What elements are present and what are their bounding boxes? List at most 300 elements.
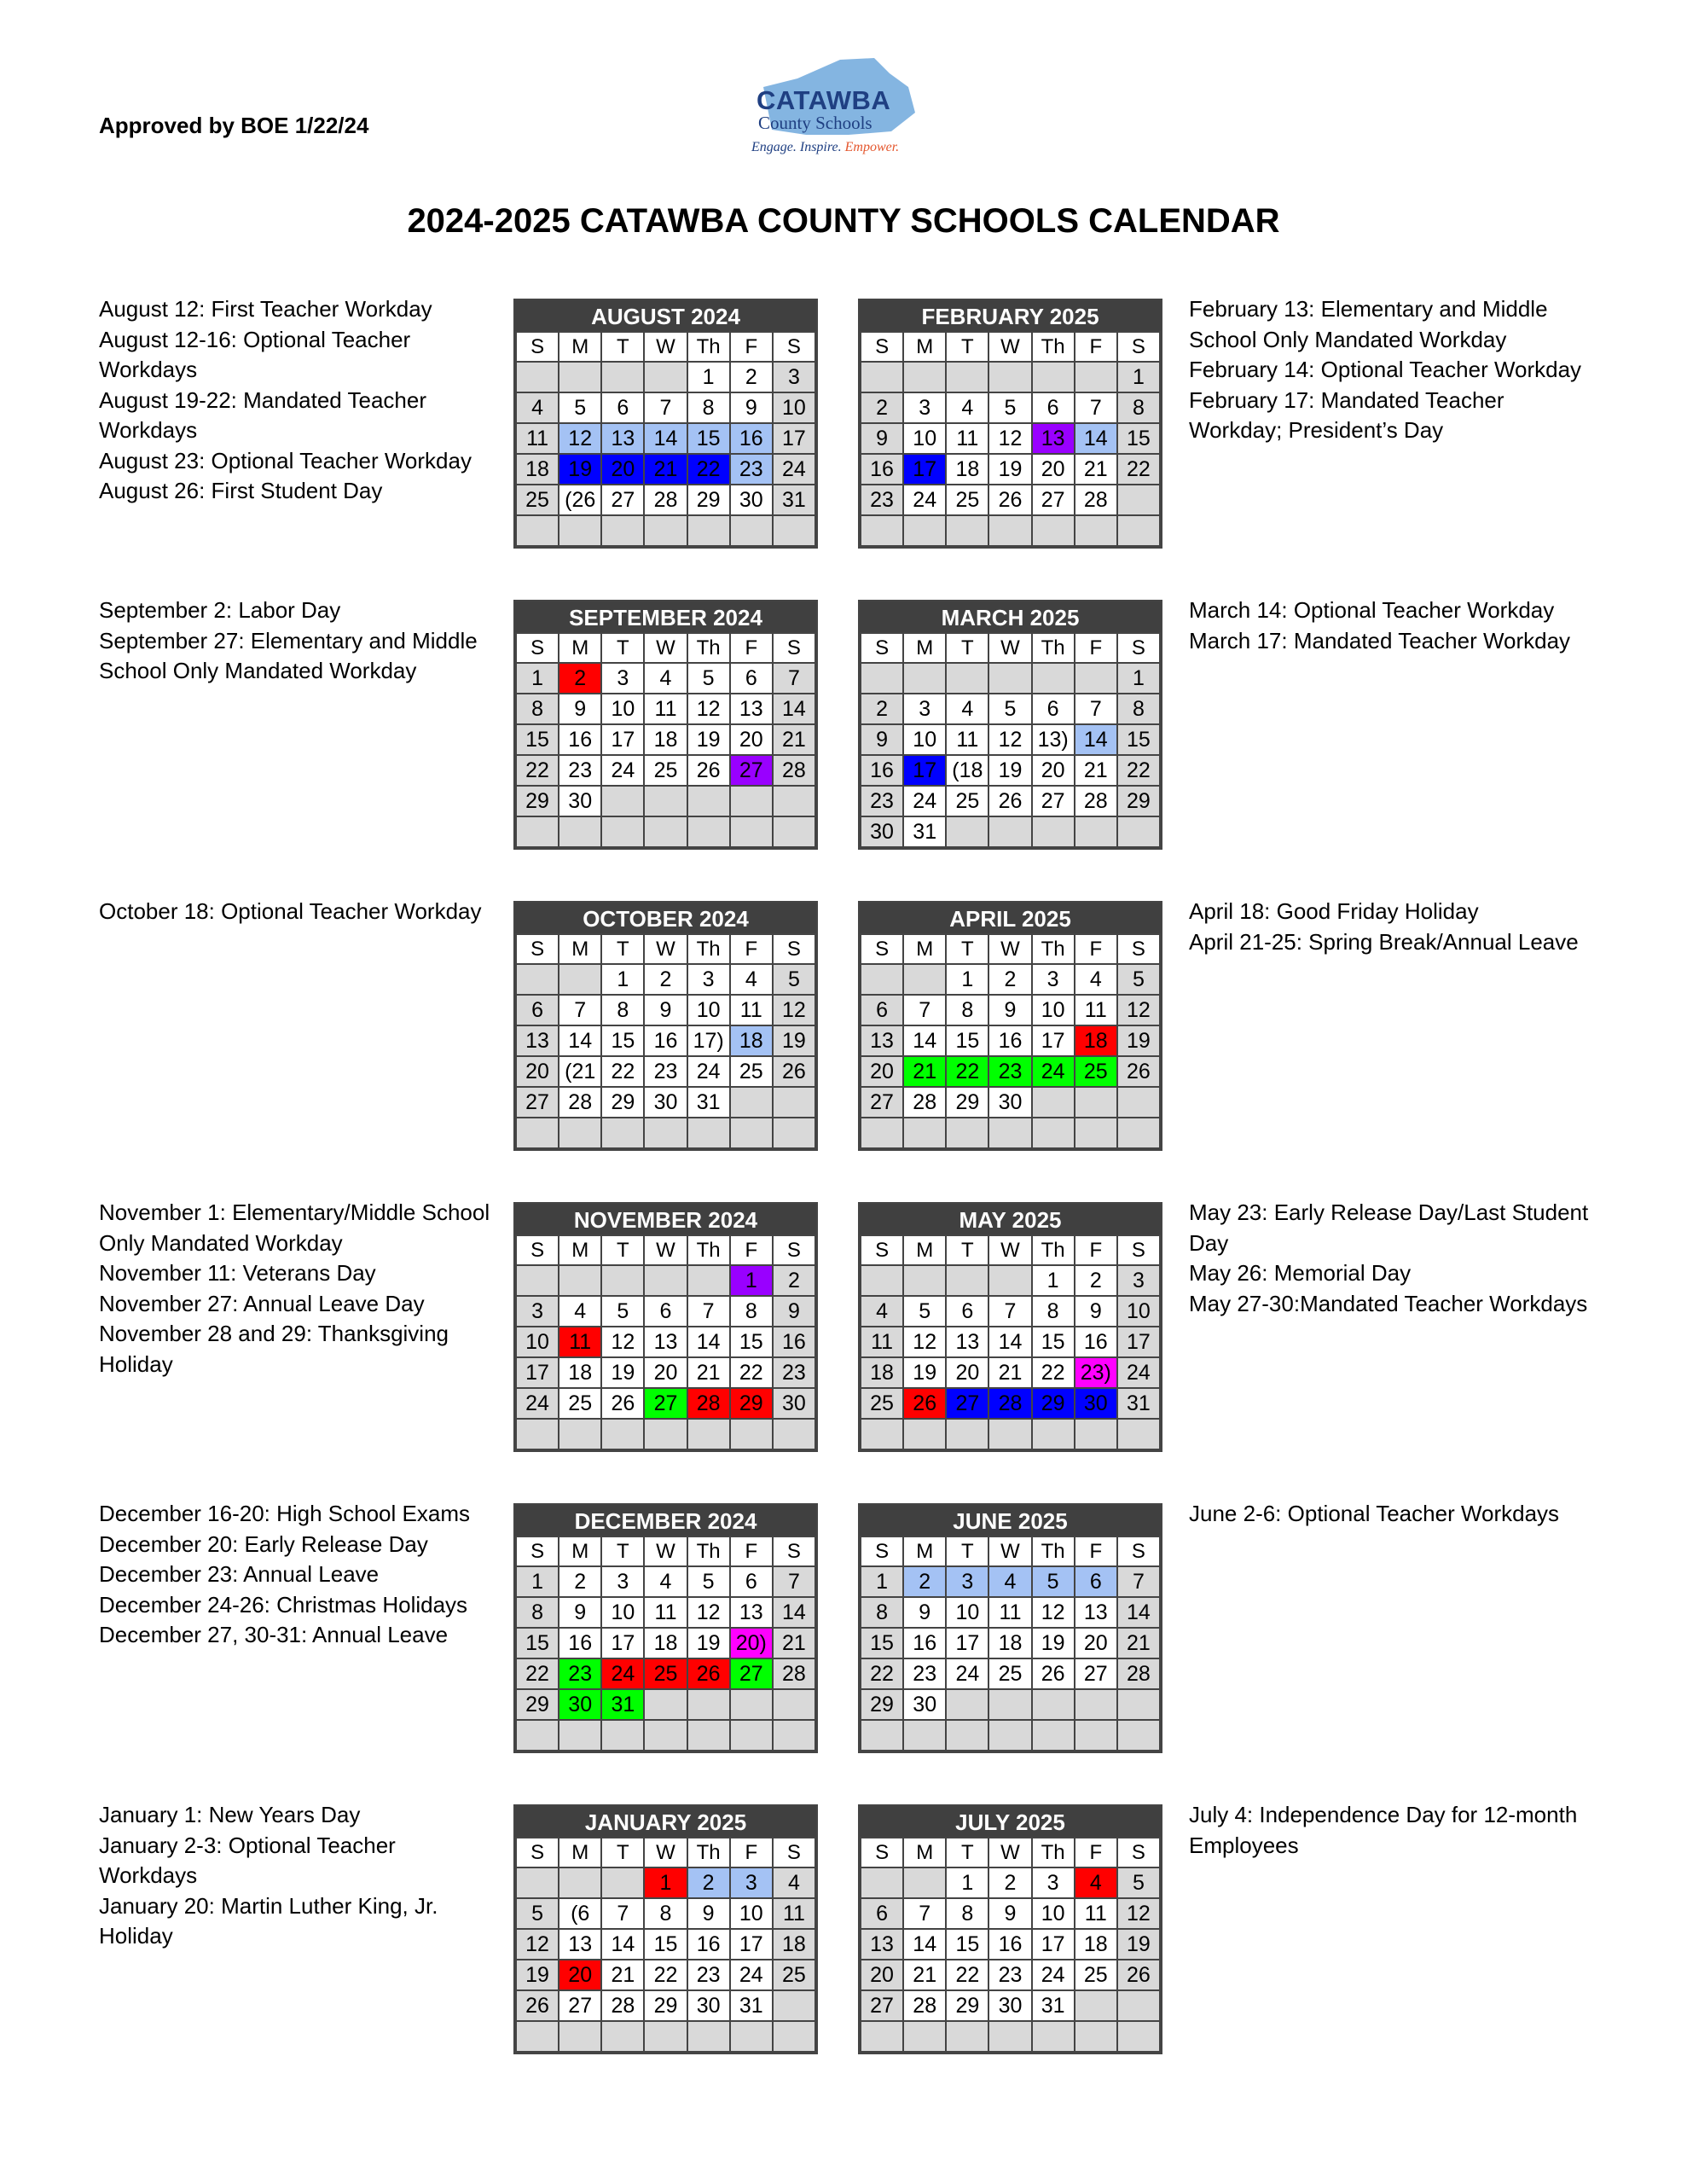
day-cell: 19 bbox=[1117, 1025, 1160, 1056]
day-cell: 17 bbox=[1032, 1025, 1075, 1056]
note-line: August 12-16: Optional Teacher Workdays bbox=[99, 326, 411, 382]
day-cell bbox=[988, 1689, 1031, 1720]
month-title: OCTOBER 2024 bbox=[515, 903, 816, 933]
day-cell bbox=[516, 515, 559, 546]
day-of-week-header: Th bbox=[1032, 1838, 1075, 1867]
day-cell bbox=[644, 816, 687, 847]
day-cell bbox=[903, 964, 946, 995]
day-cell: 6 bbox=[516, 995, 559, 1025]
day-cell bbox=[988, 1118, 1031, 1148]
day-cell: 27 bbox=[516, 1087, 559, 1118]
day-cell: 1 bbox=[946, 964, 988, 995]
day-cell: 9 bbox=[730, 392, 773, 423]
day-cell: 15 bbox=[730, 1327, 773, 1357]
day-cell: 17 bbox=[516, 1357, 559, 1388]
day-cell: 15 bbox=[861, 1628, 903, 1658]
day-cell bbox=[1117, 2021, 1160, 2052]
day-of-week-header: W bbox=[988, 1235, 1031, 1265]
day-cell: 27 bbox=[861, 1990, 903, 2021]
day-cell bbox=[730, 786, 773, 816]
note-line: February 14: Optional Teacher Workday bbox=[1189, 357, 1582, 382]
day-cell: 9 bbox=[1075, 1296, 1117, 1327]
day-cell bbox=[988, 816, 1031, 847]
day-cell: 16 bbox=[773, 1327, 815, 1357]
day-cell: 1 bbox=[1117, 362, 1160, 392]
day-cell: 29 bbox=[730, 1388, 773, 1419]
day-cell: 14 bbox=[1075, 724, 1117, 755]
day-cell: 18 bbox=[988, 1628, 1031, 1658]
note-line: December 24-26: Christmas Holidays bbox=[99, 1591, 468, 1618]
day-cell: 15 bbox=[1032, 1327, 1075, 1357]
notes-october-2024 bbox=[99, 897, 500, 927]
month-table bbox=[860, 632, 1161, 848]
catawba-logo bbox=[746, 53, 930, 164]
day-cell: 27 bbox=[730, 755, 773, 786]
day-cell: 27 bbox=[1032, 786, 1075, 816]
day-of-week-header: S bbox=[773, 1838, 815, 1867]
day-cell bbox=[946, 1720, 988, 1751]
notes-december-2024 bbox=[99, 1499, 500, 1651]
day-cell: 31 bbox=[773, 485, 815, 515]
day-cell bbox=[1075, 362, 1117, 392]
day-cell: 3 bbox=[1032, 1867, 1075, 1898]
day-cell: 5 bbox=[988, 392, 1031, 423]
logo-line1: CATAWBA bbox=[757, 85, 891, 115]
day-cell: 28 bbox=[903, 1990, 946, 2021]
note-line: May 23: Early Release Day/Last Student Day bbox=[1189, 1199, 1589, 1256]
day-cell: 18 bbox=[946, 454, 988, 485]
day-of-week-header: T bbox=[946, 1838, 988, 1867]
day-cell bbox=[988, 1720, 1031, 1751]
day-of-week-header: S bbox=[1117, 1838, 1160, 1867]
day-cell: (6 bbox=[559, 1898, 601, 1929]
day-cell: 20 bbox=[516, 1056, 559, 1087]
day-cell: 2 bbox=[903, 1566, 946, 1597]
day-cell: 7 bbox=[644, 392, 687, 423]
day-of-week-header: S bbox=[516, 332, 559, 362]
day-cell: 21 bbox=[773, 724, 815, 755]
day-of-week-header: F bbox=[1075, 633, 1117, 663]
day-cell: 26 bbox=[687, 755, 730, 786]
day-cell: 31 bbox=[903, 816, 946, 847]
day-cell: 12 bbox=[601, 1327, 644, 1357]
day-of-week-header: S bbox=[1117, 1235, 1160, 1265]
day-cell: 12 bbox=[559, 423, 601, 454]
calendar-may-2025 bbox=[858, 1202, 1162, 1452]
day-cell: 23 bbox=[903, 1658, 946, 1689]
day-cell: 12 bbox=[687, 694, 730, 724]
day-cell: 21 bbox=[773, 1628, 815, 1658]
day-of-week-header: M bbox=[559, 332, 601, 362]
note-line: December 27, 30-31: Annual Leave bbox=[99, 1622, 449, 1647]
day-cell: 1 bbox=[601, 964, 644, 995]
day-cell: 25 bbox=[1075, 1960, 1117, 1990]
day-of-week-header: M bbox=[559, 1838, 601, 1867]
day-cell bbox=[730, 1720, 773, 1751]
day-cell bbox=[1032, 515, 1075, 546]
day-cell: 18 bbox=[516, 454, 559, 485]
day-cell: 4 bbox=[1075, 1867, 1117, 1898]
month-table bbox=[515, 632, 816, 848]
day-cell: 12 bbox=[988, 724, 1031, 755]
day-of-week-header: M bbox=[903, 633, 946, 663]
day-cell: 18 bbox=[1075, 1929, 1117, 1960]
day-cell: 28 bbox=[601, 1990, 644, 2021]
note-line: July 4: Independence Day for 12-month Employees bbox=[1189, 1802, 1578, 1858]
note-line: September 2: Labor Day bbox=[99, 597, 341, 623]
day-cell bbox=[1075, 1720, 1117, 1751]
note-line: November 1: Elementary/Middle School Only Mandated Workday bbox=[99, 1199, 490, 1256]
day-cell: 25 bbox=[644, 1658, 687, 1689]
day-cell: 6 bbox=[644, 1296, 687, 1327]
day-cell bbox=[861, 1118, 903, 1148]
day-cell: 26 bbox=[1117, 1056, 1160, 1087]
day-cell: 23 bbox=[861, 485, 903, 515]
day-cell: 29 bbox=[861, 1689, 903, 1720]
day-cell: 6 bbox=[730, 1566, 773, 1597]
day-of-week-header: S bbox=[773, 1235, 815, 1265]
day-cell: 8 bbox=[516, 1597, 559, 1628]
day-cell: 28 bbox=[773, 1658, 815, 1689]
day-of-week-header: Th bbox=[687, 1235, 730, 1265]
day-of-week-header: T bbox=[601, 1838, 644, 1867]
day-of-week-header: Th bbox=[1032, 332, 1075, 362]
day-cell bbox=[773, 1990, 815, 2021]
day-cell: 30 bbox=[644, 1087, 687, 1118]
day-cell: 1 bbox=[1032, 1265, 1075, 1296]
calendar-march-2025 bbox=[858, 600, 1162, 850]
month-title: AUGUST 2024 bbox=[515, 300, 816, 331]
day-cell bbox=[601, 1265, 644, 1296]
day-cell: 18 bbox=[773, 1929, 815, 1960]
day-of-week-header: W bbox=[644, 332, 687, 362]
day-cell bbox=[687, 1720, 730, 1751]
day-cell bbox=[861, 1720, 903, 1751]
day-cell: 22 bbox=[1032, 1357, 1075, 1388]
day-cell bbox=[516, 1419, 559, 1449]
day-cell: 10 bbox=[601, 1597, 644, 1628]
day-cell: 11 bbox=[644, 1597, 687, 1628]
day-cell: 19 bbox=[687, 1628, 730, 1658]
note-line: December 16-20: High School Exams bbox=[99, 1501, 470, 1526]
day-cell bbox=[730, 2021, 773, 2052]
approval-note: Approved by BOE 1/22/24 bbox=[99, 113, 369, 138]
day-of-week-header: F bbox=[730, 1235, 773, 1265]
day-cell: 10 bbox=[903, 423, 946, 454]
day-of-week-header: W bbox=[988, 633, 1031, 663]
day-cell: 22 bbox=[687, 454, 730, 485]
day-cell: 17 bbox=[903, 454, 946, 485]
day-cell: 24 bbox=[516, 1388, 559, 1419]
day-cell bbox=[559, 1265, 601, 1296]
day-cell: 1 bbox=[687, 362, 730, 392]
day-cell: 8 bbox=[644, 1898, 687, 1929]
day-cell bbox=[516, 362, 559, 392]
day-of-week-header: Th bbox=[1032, 934, 1075, 964]
day-cell: 2 bbox=[687, 1867, 730, 1898]
day-cell: 21 bbox=[687, 1357, 730, 1388]
day-cell: 7 bbox=[988, 1296, 1031, 1327]
day-cell: 11 bbox=[946, 423, 988, 454]
day-cell bbox=[946, 2021, 988, 2052]
day-cell bbox=[687, 2021, 730, 2052]
day-cell: 9 bbox=[644, 995, 687, 1025]
day-cell: 19 bbox=[988, 755, 1031, 786]
day-cell: 16 bbox=[903, 1628, 946, 1658]
day-cell: 29 bbox=[1117, 786, 1160, 816]
day-cell bbox=[1117, 1087, 1160, 1118]
day-cell: 30 bbox=[1075, 1388, 1117, 1419]
day-cell: 3 bbox=[903, 694, 946, 724]
day-cell: 3 bbox=[687, 964, 730, 995]
day-cell: 22 bbox=[861, 1658, 903, 1689]
day-cell: 9 bbox=[988, 995, 1031, 1025]
day-of-week-header: M bbox=[903, 1838, 946, 1867]
day-cell bbox=[687, 1118, 730, 1148]
day-cell: 3 bbox=[773, 362, 815, 392]
day-of-week-header: F bbox=[1075, 1838, 1117, 1867]
day-cell bbox=[773, 1689, 815, 1720]
day-of-week-header: T bbox=[946, 1536, 988, 1566]
calendar-august-2024 bbox=[513, 299, 818, 549]
day-cell bbox=[946, 1118, 988, 1148]
day-cell bbox=[559, 2021, 601, 2052]
day-cell bbox=[988, 2021, 1031, 2052]
day-cell bbox=[601, 1720, 644, 1751]
day-cell: 23 bbox=[559, 755, 601, 786]
day-cell: 29 bbox=[946, 1990, 988, 2021]
day-cell: 8 bbox=[1117, 694, 1160, 724]
day-of-week-header: S bbox=[773, 1536, 815, 1566]
day-cell bbox=[601, 362, 644, 392]
day-of-week-header: F bbox=[1075, 332, 1117, 362]
day-cell: 27 bbox=[1032, 485, 1075, 515]
day-cell: 1 bbox=[946, 1867, 988, 1898]
day-cell: 17 bbox=[903, 755, 946, 786]
day-cell bbox=[687, 786, 730, 816]
day-cell: 19 bbox=[773, 1025, 815, 1056]
day-cell: 19 bbox=[516, 1960, 559, 1990]
day-cell: 28 bbox=[1075, 786, 1117, 816]
day-cell bbox=[644, 515, 687, 546]
day-cell: 11 bbox=[559, 1327, 601, 1357]
day-cell: 19 bbox=[601, 1357, 644, 1388]
day-cell: 14 bbox=[644, 423, 687, 454]
calendar-january-2025 bbox=[513, 1804, 818, 2054]
day-cell: 24 bbox=[730, 1960, 773, 1990]
day-cell bbox=[773, 1118, 815, 1148]
day-of-week-header: S bbox=[516, 1235, 559, 1265]
day-cell: 8 bbox=[1032, 1296, 1075, 1327]
day-cell: 14 bbox=[687, 1327, 730, 1357]
day-of-week-header: M bbox=[903, 1235, 946, 1265]
logo-line2: County Schools bbox=[758, 113, 872, 133]
day-cell: 15 bbox=[1117, 724, 1160, 755]
calendar-october-2024 bbox=[513, 901, 818, 1151]
day-of-week-header: S bbox=[516, 633, 559, 663]
day-cell: 16 bbox=[730, 423, 773, 454]
day-cell: 3 bbox=[601, 1566, 644, 1597]
day-cell: 17) bbox=[687, 1025, 730, 1056]
notes-may-2025 bbox=[1189, 1198, 1598, 1319]
day-cell bbox=[1075, 663, 1117, 694]
day-cell: 6 bbox=[730, 663, 773, 694]
day-cell: 28 bbox=[773, 755, 815, 786]
day-cell bbox=[903, 1720, 946, 1751]
day-cell bbox=[730, 1087, 773, 1118]
day-cell: 25 bbox=[946, 485, 988, 515]
day-cell: 18 bbox=[559, 1357, 601, 1388]
day-cell: 11 bbox=[516, 423, 559, 454]
day-cell: 18 bbox=[644, 724, 687, 755]
day-cell: 8 bbox=[516, 694, 559, 724]
day-cell: 25 bbox=[1075, 1056, 1117, 1087]
day-of-week-header: S bbox=[861, 332, 903, 362]
day-cell: 2 bbox=[644, 964, 687, 995]
day-cell: 7 bbox=[1117, 1566, 1160, 1597]
day-of-week-header: F bbox=[730, 1536, 773, 1566]
day-cell: 8 bbox=[687, 392, 730, 423]
day-cell: 9 bbox=[559, 694, 601, 724]
month-table bbox=[515, 1837, 816, 2053]
day-cell: 23 bbox=[644, 1056, 687, 1087]
note-line: February 13: Elementary and Middle School Only Mandated Workday bbox=[1189, 296, 1548, 352]
day-cell: 1 bbox=[644, 1867, 687, 1898]
day-cell: 12 bbox=[516, 1929, 559, 1960]
day-cell bbox=[988, 663, 1031, 694]
day-cell bbox=[644, 2021, 687, 2052]
day-cell: 31 bbox=[601, 1689, 644, 1720]
day-cell: 15 bbox=[687, 423, 730, 454]
day-cell: 20 bbox=[861, 1056, 903, 1087]
day-cell: 29 bbox=[516, 1689, 559, 1720]
month-table bbox=[860, 1536, 1161, 1751]
day-of-week-header: W bbox=[644, 1235, 687, 1265]
day-cell bbox=[1075, 1118, 1117, 1148]
day-cell: 10 bbox=[1032, 1898, 1075, 1929]
day-of-week-header: Th bbox=[1032, 1536, 1075, 1566]
day-cell bbox=[601, 1419, 644, 1449]
day-cell bbox=[730, 1419, 773, 1449]
day-cell bbox=[601, 816, 644, 847]
day-cell: 1 bbox=[730, 1265, 773, 1296]
day-cell: 7 bbox=[1075, 392, 1117, 423]
day-cell bbox=[903, 663, 946, 694]
day-cell: 28 bbox=[1117, 1658, 1160, 1689]
day-cell: 31 bbox=[1117, 1388, 1160, 1419]
day-cell bbox=[516, 964, 559, 995]
day-of-week-header: S bbox=[861, 633, 903, 663]
day-cell: 22 bbox=[601, 1056, 644, 1087]
day-cell bbox=[516, 2021, 559, 2052]
day-cell: 6 bbox=[601, 392, 644, 423]
day-cell bbox=[687, 816, 730, 847]
day-cell: 30 bbox=[988, 1990, 1031, 2021]
day-cell: 23 bbox=[730, 454, 773, 485]
month-title: SEPTEMBER 2024 bbox=[515, 601, 816, 632]
day-of-week-header: T bbox=[946, 633, 988, 663]
day-of-week-header: M bbox=[559, 633, 601, 663]
day-cell: 21 bbox=[903, 1056, 946, 1087]
day-of-week-header: W bbox=[644, 1838, 687, 1867]
day-cell: 23 bbox=[773, 1357, 815, 1388]
day-cell: 11 bbox=[988, 1597, 1031, 1628]
day-cell bbox=[1117, 1118, 1160, 1148]
day-cell: 4 bbox=[730, 964, 773, 995]
day-cell: (18 bbox=[946, 755, 988, 786]
day-cell: 18 bbox=[1075, 1025, 1117, 1056]
day-cell bbox=[644, 786, 687, 816]
day-cell: 13 bbox=[730, 1597, 773, 1628]
day-cell: 5 bbox=[1032, 1566, 1075, 1597]
day-cell: 30 bbox=[773, 1388, 815, 1419]
day-cell bbox=[773, 1720, 815, 1751]
day-cell bbox=[1075, 1087, 1117, 1118]
month-table bbox=[860, 1837, 1161, 2053]
day-cell: 22 bbox=[516, 1658, 559, 1689]
day-cell: 7 bbox=[903, 1898, 946, 1929]
day-cell: 25 bbox=[730, 1056, 773, 1087]
day-of-week-header: S bbox=[773, 934, 815, 964]
day-of-week-header: M bbox=[559, 1536, 601, 1566]
day-cell bbox=[946, 515, 988, 546]
note-line: November 28 and 29: Thanksgiving Holiday bbox=[99, 1321, 449, 1377]
note-line: May 27-30:Mandated Teacher Workdays bbox=[1189, 1290, 1588, 1316]
day-cell: 10 bbox=[516, 1327, 559, 1357]
day-cell bbox=[861, 964, 903, 995]
day-cell: 5 bbox=[773, 964, 815, 995]
day-of-week-header: F bbox=[1075, 934, 1117, 964]
day-of-week-header: Th bbox=[1032, 1235, 1075, 1265]
day-cell: 24 bbox=[601, 1658, 644, 1689]
month-title: MAY 2025 bbox=[860, 1204, 1161, 1234]
notes-june-2025 bbox=[1189, 1499, 1598, 1530]
day-cell: 6 bbox=[1032, 694, 1075, 724]
day-cell: 28 bbox=[559, 1087, 601, 1118]
day-cell bbox=[687, 1419, 730, 1449]
day-cell bbox=[1117, 816, 1160, 847]
month-title: DECEMBER 2024 bbox=[515, 1505, 816, 1536]
day-cell: 27 bbox=[946, 1388, 988, 1419]
day-cell bbox=[1032, 1087, 1075, 1118]
day-cell bbox=[1032, 1419, 1075, 1449]
day-cell: 22 bbox=[644, 1960, 687, 1990]
day-cell bbox=[644, 1720, 687, 1751]
day-cell: 16 bbox=[1075, 1327, 1117, 1357]
day-cell bbox=[1075, 515, 1117, 546]
day-cell: 21 bbox=[903, 1960, 946, 1990]
day-cell: 18 bbox=[644, 1628, 687, 1658]
day-cell: 17 bbox=[730, 1929, 773, 1960]
day-cell: 7 bbox=[773, 663, 815, 694]
day-cell: 11 bbox=[773, 1898, 815, 1929]
notes-september-2024 bbox=[99, 595, 500, 687]
month-table bbox=[515, 331, 816, 547]
day-cell: 5 bbox=[903, 1296, 946, 1327]
day-of-week-header: M bbox=[903, 934, 946, 964]
day-cell bbox=[773, 515, 815, 546]
day-cell: 23) bbox=[1075, 1357, 1117, 1388]
day-cell: 13 bbox=[644, 1327, 687, 1357]
day-cell bbox=[559, 1118, 601, 1148]
note-line: January 20: Martin Luther King, Jr. Holiday bbox=[99, 1892, 438, 1949]
day-cell: 9 bbox=[861, 423, 903, 454]
month-table bbox=[860, 1234, 1161, 1450]
day-cell: 7 bbox=[903, 995, 946, 1025]
day-cell: 25 bbox=[946, 786, 988, 816]
day-of-week-header: S bbox=[516, 1536, 559, 1566]
day-cell: 15 bbox=[946, 1929, 988, 1960]
